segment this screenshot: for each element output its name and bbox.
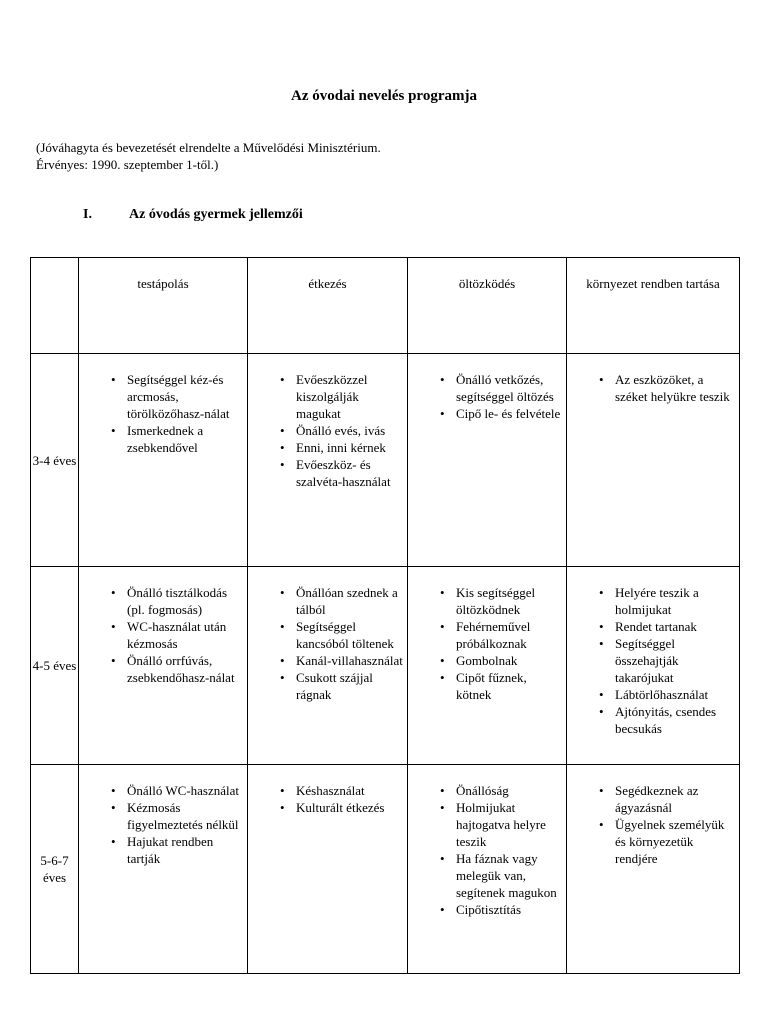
header-kornyezet: környezet rendben tartása [567, 258, 740, 354]
list-item: • Csukott szájjal rágnak [274, 669, 403, 703]
table-header-row [31, 258, 740, 354]
list-item: • Ajtónyitás, csendes becsukás [593, 703, 735, 737]
characteristics-table [30, 257, 740, 974]
table-row [31, 765, 740, 974]
list-item: • Evőeszköz- és szalvéta-használat [274, 456, 403, 490]
list-item: • Kézmosás figyelmeztetés nélkül [105, 799, 243, 833]
list-item: • Késhasználat [274, 782, 403, 799]
table-row [31, 567, 740, 765]
list-item: • Kis segítséggel öltözködnek [434, 584, 562, 618]
section-number: I. [83, 207, 92, 222]
bullet-list [593, 782, 735, 867]
bullet-list [434, 371, 562, 422]
header-etkezes: étkezés [248, 258, 408, 354]
bullet-list [105, 584, 243, 686]
list-item: • Fehérneművel próbálkoznak [434, 618, 562, 652]
bullet-list [105, 371, 243, 456]
bullet-list [105, 782, 243, 867]
bullet-list [593, 371, 735, 405]
bullet-list [434, 584, 562, 703]
list-item: • WC-használat után kézmosás [105, 618, 243, 652]
list-item: • Ügyelnek személyük és környezetük rendjére [593, 816, 735, 867]
list-item: • Segítséggel kéz-és arcmosás, törölközőhasz-nálat [105, 371, 243, 422]
list-item: • Az eszközöket, a széket helyükre teszik [593, 371, 735, 405]
table-cell [567, 567, 740, 765]
table-cell [79, 354, 248, 567]
list-item: • Cipő le- és felvétele [434, 405, 562, 422]
list-item: • Önállóan szednek a tálból [274, 584, 403, 618]
list-item: • Evőeszközzel kiszolgálják magukat [274, 371, 403, 422]
list-item: • Ismerkednek a zsebkendővel [105, 422, 243, 456]
section-heading [83, 207, 303, 223]
table-row [31, 354, 740, 567]
bullet-list [274, 782, 403, 816]
list-item: • Gombolnak [434, 652, 562, 669]
list-item: • Cipőtisztítás [434, 901, 562, 918]
table-cell [79, 765, 248, 974]
table-cell [567, 354, 740, 567]
list-item: • Segítséggel kancsóból töltenek [274, 618, 403, 652]
intro-line-2: Érvényes: 1990. szeptember 1-től.) [36, 157, 219, 172]
table-cell [248, 567, 408, 765]
list-item: • Ha fáznak vagy melegük van, segítenek magukon [434, 850, 562, 901]
list-item: • Holmijukat hajtogatva helyre teszik [434, 799, 562, 850]
list-item: • Önálló orrfúvás, zsebkendőhasz-nálat [105, 652, 243, 686]
list-item: • Helyére teszik a holmijukat [593, 584, 735, 618]
list-item: • Lábtörlőhasználat [593, 686, 735, 703]
table-cell [79, 567, 248, 765]
age-cell: 4-5 éves [31, 567, 79, 765]
intro-text [36, 139, 381, 173]
bullet-list [593, 584, 735, 737]
list-item: • Önálló tisztálkodás (pl. fogmosás) [105, 584, 243, 618]
list-item: • Kanál-villahasználat [274, 652, 403, 669]
section-title: Az óvodás gyermek jellemzői [129, 207, 303, 222]
list-item: • Rendet tartanak [593, 618, 735, 635]
table-cell [248, 354, 408, 567]
intro-line-1: (Jóváhagyta és bevezetését elrendelte a Művelődési Minisztérium. [36, 140, 381, 155]
table-cell [567, 765, 740, 974]
list-item: • Önálló WC-használat [105, 782, 243, 799]
list-item: • Segédkeznek az ágyazásnál [593, 782, 735, 816]
bullet-list [274, 584, 403, 703]
table-cell [408, 567, 567, 765]
list-item: • Önálló evés, ivás [274, 422, 403, 439]
header-oltozkodes: öltözködés [408, 258, 567, 354]
table-cell [248, 765, 408, 974]
list-item: • Enni, inni kérnek [274, 439, 403, 456]
table-cell [408, 765, 567, 974]
list-item: • Önállóság [434, 782, 562, 799]
list-item: • Önálló vetkőzés, segítséggel öltözés [434, 371, 562, 405]
bullet-list [274, 371, 403, 490]
header-age-cell [31, 258, 79, 354]
header-testapolas: testápolás [79, 258, 248, 354]
table-cell [408, 354, 567, 567]
age-cell: 5-6-7 éves [31, 765, 79, 974]
age-cell: 3-4 éves [31, 354, 79, 567]
list-item: • Kulturált étkezés [274, 799, 403, 816]
list-item: • Segítséggel összehajtják takarójukat [593, 635, 735, 686]
list-item: • Cipőt fűznek, kötnek [434, 669, 562, 703]
bullet-list [434, 782, 562, 918]
page-title: Az óvodai nevelés programja [291, 88, 477, 104]
list-item: • Hajukat rendben tartják [105, 833, 243, 867]
